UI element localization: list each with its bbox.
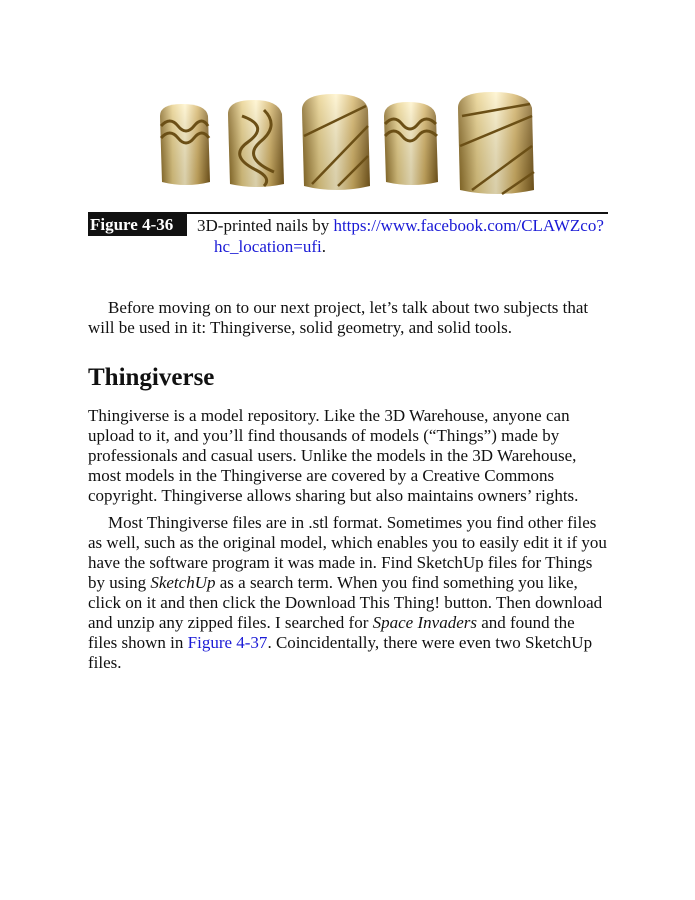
caption-line-2: [197, 236, 612, 257]
nail-5: [458, 92, 534, 194]
paragraph-line: [88, 573, 610, 593]
paragraph-line: Thingiverse is a model repository. Like the 3D Warehouse, anyone can: [88, 406, 570, 425]
caption-text: 3D-printed nails by: [197, 216, 334, 235]
figure-4-37-link[interactable]: Figure 4-37: [187, 633, 268, 652]
section-heading: Thingiverse: [88, 364, 215, 391]
paragraph-line: have the software program it was made in. Find SketchUp files for Things: [88, 553, 593, 572]
italic-term-space-invaders: Space Invaders: [372, 613, 477, 632]
figure-label: Figure 4-36: [88, 214, 187, 236]
nail-4: [384, 102, 438, 185]
intro-paragraph: [88, 298, 610, 338]
italic-term-sketchup: SketchUp: [150, 573, 216, 592]
paragraph-line: files.: [88, 653, 122, 672]
paragraph-line: click on it and then click the Download This Thing! button. Then download: [88, 593, 603, 612]
thingiverse-paragraph-1: [88, 406, 610, 506]
thingiverse-paragraph-2: [88, 513, 610, 673]
caption-link-part-1[interactable]: https://www.facebook.com/CLAWZco?: [333, 216, 604, 235]
text-run: files shown in: [88, 633, 188, 652]
figure-nails-image: [152, 86, 548, 204]
intro-line: Before moving on to our next project, let’s talk about two subjects that: [108, 298, 589, 317]
caption-line-1: [197, 215, 612, 236]
paragraph-line: [88, 613, 610, 633]
caption-link-part-2[interactable]: hc_location=ufi: [214, 237, 322, 256]
text-run: and unzip any zipped files. I searched for: [88, 613, 373, 632]
paragraph-line: upload to it, and you’ll find thousands of models (“Things”) made by: [88, 426, 560, 445]
paragraph-line: professionals and casual users. Unlike the models in the 3D Warehouse,: [88, 446, 577, 465]
caption-end: .: [321, 237, 327, 256]
nail-2: [228, 100, 284, 187]
paragraph-line: copyright. Thingiverse allows sharing but also maintains owners’ rights.: [88, 486, 579, 505]
paragraph-line: as well, such as the original model, which enables you to easily edit it if you: [88, 533, 607, 552]
figure-caption: [197, 215, 612, 257]
paragraph-line: Most Thingiverse files are in .stl format. Sometimes you find other files: [108, 513, 597, 532]
paragraph-line: [88, 633, 610, 653]
text-run: as a search term. When you find something you like,: [215, 573, 578, 592]
nail-1: [160, 104, 210, 185]
text-run: . Coincidentally, there were even two SketchUp: [267, 633, 593, 652]
text-run: and found the: [476, 613, 575, 632]
text-run: by using: [88, 573, 151, 592]
nail-3: [302, 94, 370, 190]
paragraph-line: most models in the Thingiverse are covered by a Creative Commons: [88, 466, 555, 485]
intro-line: will be used in it: Thingiverse, solid geometry, and solid tools.: [88, 318, 513, 337]
